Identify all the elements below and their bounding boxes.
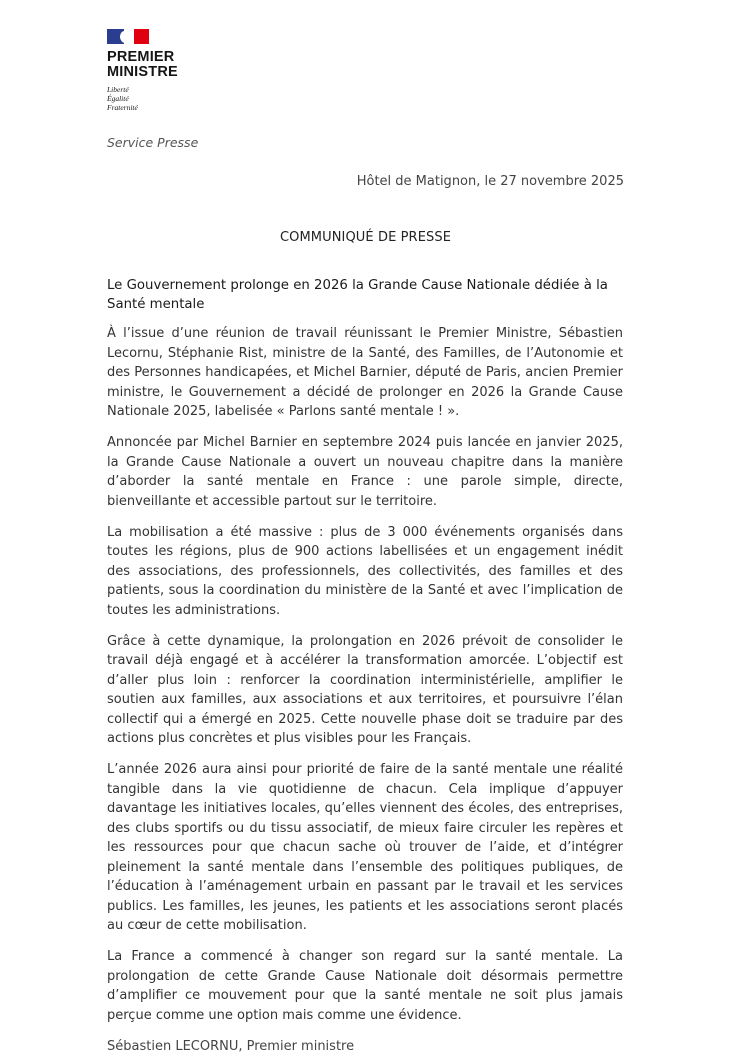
signature: Sébastien LECORNU, Premier ministre — [107, 1038, 355, 1054]
paragraph: Annoncée par Michel Barnier en septembre 2024 puis lancée en janvier 2025, la Grande Cause Nationale a ouvert un nouveau chapitre dans la manière d’aborder la santé mentale en France : une parole simple, directe, bienveillante et accessible partout sur le territoire. — [107, 435, 623, 509]
republic-motto: Liberté Égalité Fraternité — [107, 85, 138, 112]
paragraph: La France a commencé à changer son regard sur la santé mentale. La prolongation de cette Grande Cause Nationale doit désormais permettre d’amplifier ce mouvement pour que la santé mentale ne soit plus jamais perçue comme une option mais comme une évidence. — [107, 949, 623, 1023]
service-label: Service Presse — [107, 135, 199, 150]
place-date: Hôtel de Matignon, le 27 novembre 2025 — [356, 174, 624, 189]
paragraph: L’année 2026 aura ainsi pour priorité de faire de la santé mentale une réalité tangible dans la vie quotidienne de chacun. Cela implique d’appuyer davantage les initiatives locales, qu’elles viennent des écoles, des entreprises, des clubs sportifs ou du tissu associatif, de mieux faire circuler les repères et les ressources pour que chacun sache où trouver de l’aide, et d’intégrer pleinement la santé mentale dans l’ensemble des politiques publiques, de l’éducation à l’aménagement urbain en passant par le travail et les services publics. Les familles, les jeunes, les patients et les associations seront placés au cœur de cette mobilisation. — [107, 762, 623, 933]
paragraph: La mobilisation a été massive : plus de 3 000 événements organisés dans toutes les régions, plus de 900 actions labellisées et un engagement inédit des associations, des professionnels, des collectivités, des familles et des patients, sous la coordination du ministère de la Santé et avec l’implication de toutes les administrations. — [107, 524, 623, 618]
marianne-flag-icon — [107, 29, 149, 44]
premier-ministre-logo — [107, 29, 178, 112]
paragraph: Grâce à cette dynamique, la prolongation en 2026 prévoit de consolider le travail déjà engagé et à accélérer la transformation amorcée. L’objectif est d’aller plus loin : renforcer la coordination interministérielle, amplifier le soutien aux familles, aux associations et aux territoires, et poursuivre l’élan collectif qui a émergé en 2025. Cette nouvelle phase doit se traduire par des actions plus concrètes et plus visibles pour les Français. — [107, 633, 623, 746]
paragraph: À l’issue d’une réunion de travail réunissant le Premier Ministre, Sébastien Lecornu, Stéphanie Rist, ministre de la Santé, des Familles, de l’Autonomie et des Personnes handicapées, et Michel Barnier, député de Paris, ancien Premier ministre, le Gouvernement a décidé de prolonger en 2026 la Grande Cause Nationale 2025, labelisée « Parlons santé mentale ! ». — [107, 326, 623, 419]
document-type-title: COMMUNIQUÉ DE PRESSE — [279, 230, 452, 245]
press-release-body — [107, 276, 623, 1056]
headline: Le Gouvernement prolonge en 2026 la Grande Cause Nationale dédiée à la Santé mentale — [107, 278, 608, 312]
logo-title: PREMIER MINISTRE — [107, 49, 178, 80]
